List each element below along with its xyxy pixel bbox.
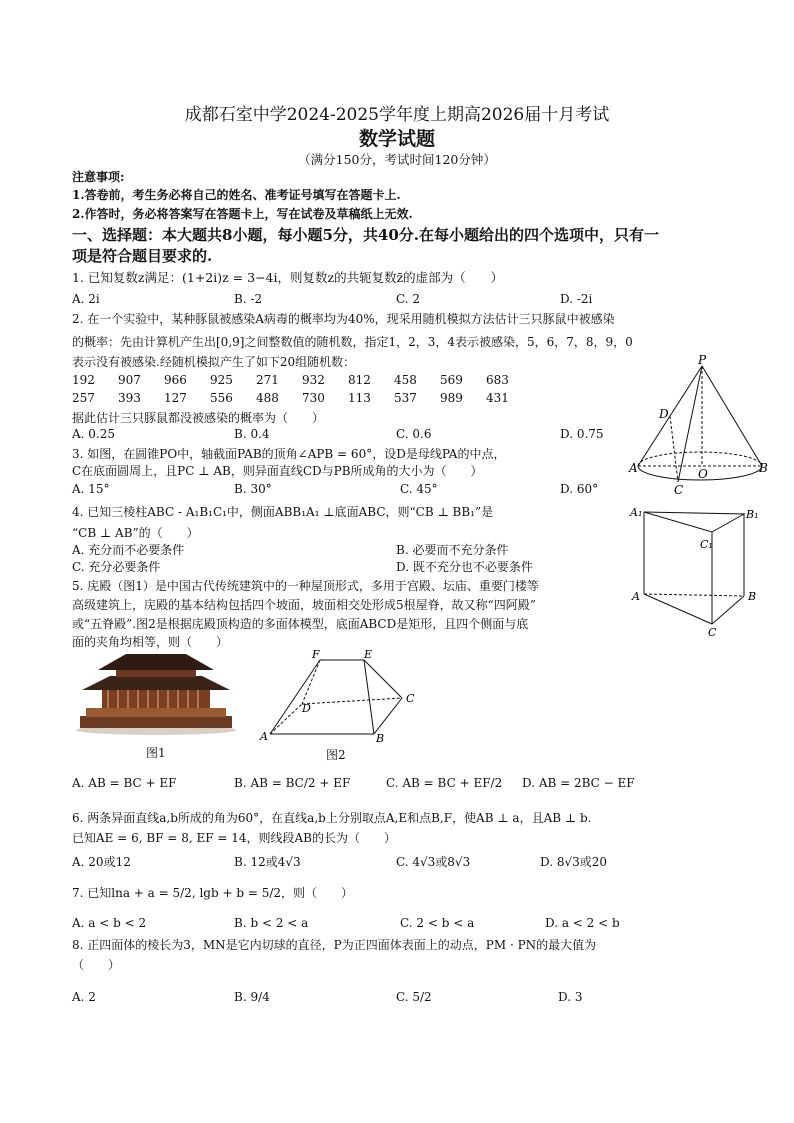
hip-edge-ad <box>270 704 302 734</box>
prism-label-c: C <box>708 626 717 638</box>
question-3-line: 3. 如图，在圆锥PO中，轴截面PAB的顶角∠APB = 60°，设D是母线PA的中点， <box>72 447 506 461</box>
random-number: 989 <box>440 391 463 405</box>
question-2-line: 的概率：先由计算机产生出[0,9]之间整数值的随机数，指定1，2，3，4表示被感染，5，6，7，8，9，0 <box>72 335 633 349</box>
temple-base <box>80 716 232 728</box>
q6-option-c[interactable]: C. 4√3或8√3 <box>396 855 471 869</box>
hip-label-d: D <box>302 702 311 715</box>
q1-option-c[interactable]: C. 2 <box>396 292 421 306</box>
random-number: 925 <box>210 373 233 387</box>
temple-platform <box>86 708 226 717</box>
prism-label-b1: B₁ <box>746 508 759 521</box>
q5-option-a[interactable]: A. AB = BC + EF <box>72 776 177 790</box>
random-number: 569 <box>440 373 463 387</box>
hip-label-e: E <box>364 648 373 661</box>
question-8-line: 8. 正四面体的棱长为3，MN是它内切球的直径，P为正四面体表面上的动点，PM · PN的最大值为 <box>72 938 597 952</box>
prism-edge-ab <box>644 594 744 596</box>
hip-edge-dc <box>302 698 402 704</box>
random-number-row-2 <box>72 391 532 405</box>
question-7-stem: 7. 已知lna + a = 5/2, lgb + b = 5/2，则（ ） <box>72 886 354 900</box>
cone-label-a: A <box>629 461 638 475</box>
note-item: 2.作答时，务必将答案写在答题卡上，写在试卷及草稿纸上无效. <box>72 207 413 221</box>
random-number: 393 <box>118 391 141 405</box>
hip-roof-figure <box>256 646 426 742</box>
cone-segment-dc <box>670 416 678 482</box>
question-6-line: 已知AE = 6, BF = 8, EF = 14，则线段AB的长为（ ） <box>72 831 396 845</box>
random-number: 488 <box>256 391 279 405</box>
question-2-line: 表示没有被感染.经随机模拟产生了如下20组随机数： <box>72 355 356 369</box>
question-4-line: 4. 已知三棱柱ABC - A₁B₁C₁中，侧面ABB₁A₁ ⊥底面ABC，则“CB ⊥ BB₁”是 <box>72 505 494 519</box>
random-number: 907 <box>118 373 141 387</box>
q2-option-c[interactable]: C. 0.6 <box>396 427 432 441</box>
exam-title: 成都石室中学2024-2025学年度上期高2026届十月考试 <box>184 105 610 125</box>
random-number: 257 <box>72 391 95 405</box>
random-number: 966 <box>164 373 187 387</box>
temple-upper-roof <box>98 654 214 670</box>
cone-base-back <box>638 452 762 466</box>
figure-2-caption: 图2 <box>326 748 346 762</box>
q7-option-c[interactable]: C. 2 < b < a <box>400 916 475 930</box>
q7-option-d[interactable]: D. a < 2 < b <box>545 916 620 930</box>
q3-option-b[interactable]: B. 30° <box>234 482 272 496</box>
hip-edge-eb <box>364 660 374 734</box>
figure-1-caption: 图1 <box>146 746 166 760</box>
random-number: 932 <box>302 373 325 387</box>
question-5-line: 5. 庑殿（图1）是中国古代传统建筑中的一种屋顶形式，多用于宫殿、坛庙、重要门楼等 <box>72 579 539 593</box>
hip-edge-bc <box>374 698 402 734</box>
question-6-line: 6. 两条异面直线a,b所成的角为60°，在直线a,b上分别取点A,E和点B,F，使AB ⊥ a，且AB ⊥ b. <box>72 811 592 825</box>
notes-heading: 注意事项: <box>72 170 125 184</box>
cone-label-o: O <box>698 467 708 481</box>
q7-option-a[interactable]: A. a < b < 2 <box>72 916 147 930</box>
prism-label-b: B <box>748 590 757 603</box>
hip-edge-fa <box>270 660 320 734</box>
q2-option-b[interactable]: B. 0.4 <box>234 427 270 441</box>
cone-label-p: P <box>698 353 707 367</box>
question-3-line: C在底面圆周上，且PC ⊥ AB，则异面直线CD与PB所成角的大小为（ ） <box>72 464 483 478</box>
cone-figure <box>626 352 772 496</box>
cone-label-c: C <box>674 483 684 496</box>
question-5-line: 高级建筑上，庑殿的基本结构包括四个坡面，坡面相交处形成5根屋脊，故又称“四阿殿” <box>72 598 536 612</box>
q3-option-d[interactable]: D. 60° <box>560 482 599 496</box>
q8-option-c[interactable]: C. 5/2 <box>396 990 432 1004</box>
question-8-line: （ ） <box>72 958 121 972</box>
q3-option-c[interactable]: C. 45° <box>400 482 438 496</box>
hip-edge-ec <box>364 660 402 698</box>
random-number: 683 <box>486 373 509 387</box>
random-number: 271 <box>256 373 279 387</box>
q3-option-a[interactable]: A. 15° <box>72 482 110 496</box>
q8-option-b[interactable]: B. 9/4 <box>234 990 270 1004</box>
q5-option-c[interactable]: C. AB = BC + EF/2 <box>386 776 503 790</box>
q2-option-d[interactable]: D. 0.75 <box>560 427 604 441</box>
q8-option-d[interactable]: D. 3 <box>558 990 583 1004</box>
q5-option-d[interactable]: D. AB = 2BC − EF <box>522 776 635 790</box>
hip-label-b: B <box>376 732 385 742</box>
random-number: 730 <box>302 391 325 405</box>
prism-edge-ac <box>644 594 712 624</box>
q1-option-b[interactable]: B. -2 <box>234 292 263 306</box>
prism-figure <box>628 502 768 638</box>
random-number: 537 <box>394 391 417 405</box>
cone-edge-pb <box>702 366 762 466</box>
temple-illustration <box>72 650 240 736</box>
q4-option-b[interactable]: B. 必要而不充分条件 <box>396 543 509 557</box>
q2-option-a[interactable]: A. 0.25 <box>72 427 116 441</box>
question-1-stem: 1. 已知复数z满足：(1+2i)z = 3−4i，则复数z的共轭复数z̄的虚部为（ ） <box>72 270 504 285</box>
prism-edge-cb <box>712 596 744 624</box>
q1-option-d[interactable]: D. -2i <box>560 292 593 306</box>
section-heading: 一、选择题：本大题共8小题，每小题5分，共40分.在每小题给出的四个选项中，只有一 <box>72 226 659 244</box>
hip-label-c: C <box>406 692 415 705</box>
q4-option-c[interactable]: C. 充分必要条件 <box>72 560 161 574</box>
note-item: 1.答卷前，考生务必将自己的姓名、准考证号填写在答题卡上. <box>72 188 401 202</box>
question-2-line: 2. 在一个实验中，某种豚鼠被感染A病毒的概率均为40%，现采用随机模拟方法估计三只豚鼠中被感染 <box>72 312 615 326</box>
random-number: 127 <box>164 391 187 405</box>
hip-label-a: A <box>260 730 268 742</box>
q6-option-a[interactable]: A. 20或12 <box>72 855 131 869</box>
subject-title: 数学试题 <box>358 128 435 150</box>
q6-option-b[interactable]: B. 12或4√3 <box>234 855 301 869</box>
prism-label-a1: A₁ <box>630 506 643 519</box>
question-5-line: 面的夹角均相等，则（ ） <box>72 635 229 649</box>
temple-lower-roof <box>82 676 230 690</box>
question-2-line: 据此估计三只豚鼠都没被感染的概率为（ ） <box>72 411 325 425</box>
hip-label-f: F <box>312 648 320 661</box>
random-number: 431 <box>486 391 509 405</box>
cone-label-d: D <box>659 407 669 421</box>
random-number: 113 <box>348 391 371 405</box>
q4-option-a[interactable]: A. 充分而不必要条件 <box>72 543 185 557</box>
random-number-row-1 <box>72 373 532 387</box>
q5-option-b[interactable]: B. AB = BC/2 + EF <box>234 776 351 790</box>
q7-option-b[interactable]: B. b < 2 < a <box>234 916 309 930</box>
question-5-line: 或“五脊殿”.图2是根据庑殿顶构造的多面体模型，底面ABCD是矩形，且四个侧面与底 <box>72 617 529 631</box>
exam-meta: （满分150分，考试时间120分钟） <box>298 152 496 167</box>
cone-edge-pc <box>678 366 702 482</box>
q4-option-d[interactable]: D. 既不充分也不必要条件 <box>396 560 533 574</box>
prism-top-face <box>644 512 744 532</box>
random-number: 556 <box>210 391 233 405</box>
random-number: 192 <box>72 373 95 387</box>
random-number: 458 <box>394 373 417 387</box>
prism-label-a: A <box>632 590 640 603</box>
prism-label-c1: C₁ <box>700 538 713 551</box>
q8-option-a[interactable]: A. 2 <box>72 990 96 1004</box>
cone-label-b: B <box>759 461 768 475</box>
question-4-line: “CB ⊥ AB”的（ ） <box>72 526 199 540</box>
random-number: 812 <box>348 373 371 387</box>
q1-option-a[interactable]: A. 2i <box>72 292 100 306</box>
q6-option-d[interactable]: D. 8√3或20 <box>540 855 608 869</box>
section-heading-cont: 项是符合题目要求的. <box>72 247 213 265</box>
